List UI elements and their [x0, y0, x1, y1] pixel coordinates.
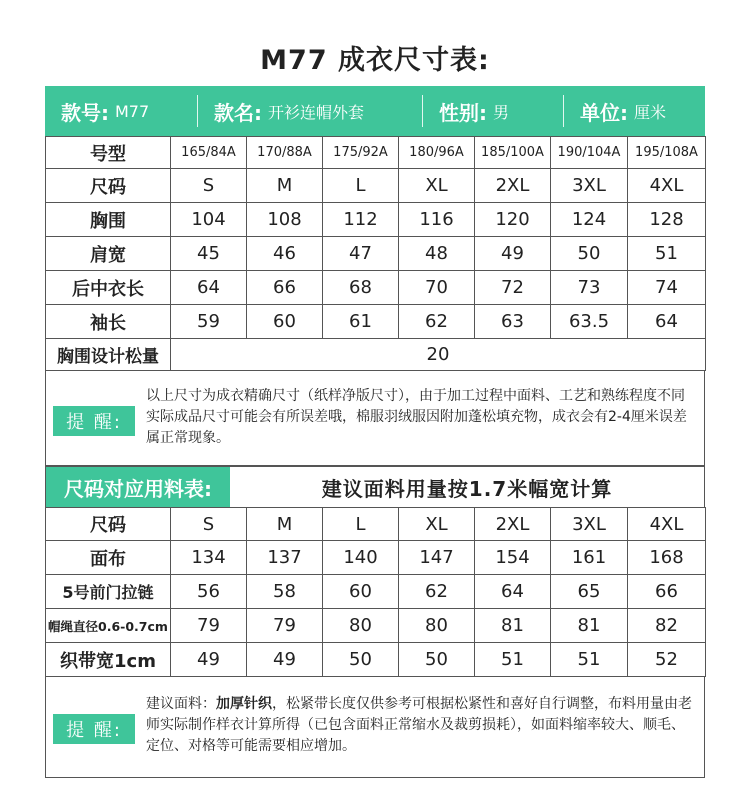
table-cell: 50 — [551, 237, 628, 271]
table-cell: 51 — [551, 643, 628, 677]
table-cell: 49 — [171, 643, 247, 677]
note-body: ，松紧带长度仅供参考可根据松紧性和喜好自行调整，布料用量由老师实际制作样衣计算所得（已包含面料正常缩水及裁剪损耗），如面料缩率较大、顺毛、定位、对格等可能需要相应增加。 — [146, 696, 692, 754]
material-table — [45, 507, 706, 677]
table-cell: 80 — [399, 609, 475, 643]
row-label: 尺码 — [46, 508, 171, 541]
table-cell: 82 — [628, 609, 706, 643]
table-cell: 195/108A — [628, 137, 706, 169]
table-cell: 81 — [475, 609, 551, 643]
table-cell: 64 — [475, 575, 551, 609]
table-cell: M — [247, 508, 323, 541]
table-cell: 79 — [171, 609, 247, 643]
table-cell: 51 — [475, 643, 551, 677]
table-cell: 147 — [399, 541, 475, 575]
table-cell: 46 — [247, 237, 323, 271]
table-cell: 62 — [399, 575, 475, 609]
table-cell: 190/104A — [551, 137, 628, 169]
row-label: 5号前门拉链 — [46, 575, 171, 609]
style-no-value: M77 — [115, 101, 150, 121]
table-cell: 47 — [323, 237, 399, 271]
table-cell: 49 — [475, 237, 551, 271]
table-cell: 154 — [475, 541, 551, 575]
row-label: 帽绳直径0.6-0.7cm — [46, 609, 171, 643]
table-cell: 63.5 — [551, 305, 628, 339]
unit-label: 单位: — [580, 100, 628, 125]
unit — [564, 86, 704, 136]
row-label: 袖长 — [46, 305, 171, 339]
table-cell: 80 — [323, 609, 399, 643]
table-cell: 49 — [247, 643, 323, 677]
table-cell: 63 — [475, 305, 551, 339]
page-title: M77 成衣尺寸表: — [260, 45, 490, 76]
table-cell: 50 — [323, 643, 399, 677]
material-section-header — [45, 466, 705, 508]
table-cell: L — [323, 508, 399, 541]
table-cell: 65 — [551, 575, 628, 609]
fabric-name: 加厚针织 — [216, 696, 272, 712]
table-cell: 64 — [171, 271, 247, 305]
table-cell: 62 — [399, 305, 475, 339]
style-name — [198, 86, 422, 136]
table-cell: 45 — [171, 237, 247, 271]
table-cell: 68 — [323, 271, 399, 305]
table-cell: 137 — [247, 541, 323, 575]
table-cell: 50 — [399, 643, 475, 677]
table-cell: 112 — [323, 203, 399, 237]
table-cell: XL — [399, 508, 475, 541]
gender-value: 男 — [493, 102, 510, 122]
unit-value: 厘米 — [634, 102, 667, 122]
table-cell: 170/88A — [247, 137, 323, 169]
table-cell: 52 — [628, 643, 706, 677]
table-row — [46, 541, 706, 575]
header-bar — [45, 86, 705, 136]
table-cell: 4XL — [628, 169, 706, 203]
table-cell: 128 — [628, 203, 706, 237]
table-cell: 64 — [628, 305, 706, 339]
material-section-title: 建议面料用量按1.7米幅宽计算 — [321, 476, 613, 501]
table-cell: 81 — [551, 609, 628, 643]
table-cell: 72 — [475, 271, 551, 305]
table-cell: 60 — [247, 305, 323, 339]
table-row — [46, 237, 706, 271]
table-cell: 165/84A — [171, 137, 247, 169]
table-row — [46, 575, 706, 609]
table-cell: M — [247, 169, 323, 203]
table-cell: 180/96A — [399, 137, 475, 169]
table-row — [46, 137, 706, 169]
table-cell: 74 — [628, 271, 706, 305]
table-cell: 120 — [475, 203, 551, 237]
table-cell: 3XL — [551, 169, 628, 203]
table-cell: 73 — [551, 271, 628, 305]
table-cell: 61 — [323, 305, 399, 339]
table-cell: 51 — [628, 237, 706, 271]
table-cell: S — [171, 508, 247, 541]
table-cell: 79 — [247, 609, 323, 643]
table-cell: 116 — [399, 203, 475, 237]
table-cell: 56 — [171, 575, 247, 609]
table-cell: 140 — [323, 541, 399, 575]
table-row — [46, 203, 706, 237]
ease-label: 胸围设计松量 — [46, 339, 171, 371]
style-name-value: 开衫连帽外套 — [268, 102, 365, 122]
table-row — [46, 339, 706, 371]
size-table — [45, 136, 706, 371]
note-text: 以上尺寸为成衣精确尺寸（纸样净版尺寸），由于加工过程中面料、工艺和熟练程度不同实际成品尺寸可能会有所误差哦，棉服羽绒服因附加蓬松填充物，成衣会有2-4厘米误差属正常现象。 — [146, 388, 687, 446]
note-box-materials — [45, 676, 705, 778]
table-cell: 161 — [551, 541, 628, 575]
table-cell: 104 — [171, 203, 247, 237]
table-cell: 59 — [171, 305, 247, 339]
table-row — [46, 271, 706, 305]
table-cell: 66 — [247, 271, 323, 305]
table-cell: 3XL — [551, 508, 628, 541]
table-cell: 58 — [247, 575, 323, 609]
style-name-label: 款名: — [214, 100, 262, 125]
ease-value: 20 — [171, 339, 706, 371]
table-row — [46, 643, 706, 677]
table-cell: 66 — [628, 575, 706, 609]
table-row — [46, 609, 706, 643]
fabric-prefix: 建议面料： — [146, 696, 216, 712]
note-text — [146, 694, 694, 757]
note-box — [45, 370, 705, 466]
table-cell: XL — [399, 169, 475, 203]
table-cell: L — [323, 169, 399, 203]
row-label: 号型 — [46, 137, 171, 169]
table-cell: 2XL — [475, 508, 551, 541]
style-no — [45, 86, 197, 136]
table-cell: 108 — [247, 203, 323, 237]
table-row — [46, 169, 706, 203]
style-no-label: 款号: — [61, 100, 109, 125]
table-cell: 2XL — [475, 169, 551, 203]
table-cell: S — [171, 169, 247, 203]
table-cell: 185/100A — [475, 137, 551, 169]
row-label: 织带宽1cm — [46, 643, 171, 677]
table-row — [46, 508, 706, 541]
row-label: 后中衣长 — [46, 271, 171, 305]
table-cell: 124 — [551, 203, 628, 237]
note-tag: 提 醒: — [53, 406, 135, 436]
row-label: 胸围 — [46, 203, 171, 237]
table-cell: 48 — [399, 237, 475, 271]
material-section-tag: 尺码对应用料表: — [46, 467, 230, 507]
row-label: 面布 — [46, 541, 171, 575]
table-row — [46, 305, 706, 339]
table-cell: 60 — [323, 575, 399, 609]
table-cell: 168 — [628, 541, 706, 575]
table-cell: 134 — [171, 541, 247, 575]
row-label: 肩宽 — [46, 237, 171, 271]
gender — [423, 86, 563, 136]
table-cell: 70 — [399, 271, 475, 305]
note-tag: 提 醒: — [53, 714, 135, 744]
gender-label: 性别: — [439, 100, 487, 125]
table-cell: 175/92A — [323, 137, 399, 169]
table-cell: 4XL — [628, 508, 706, 541]
row-label: 尺码 — [46, 169, 171, 203]
